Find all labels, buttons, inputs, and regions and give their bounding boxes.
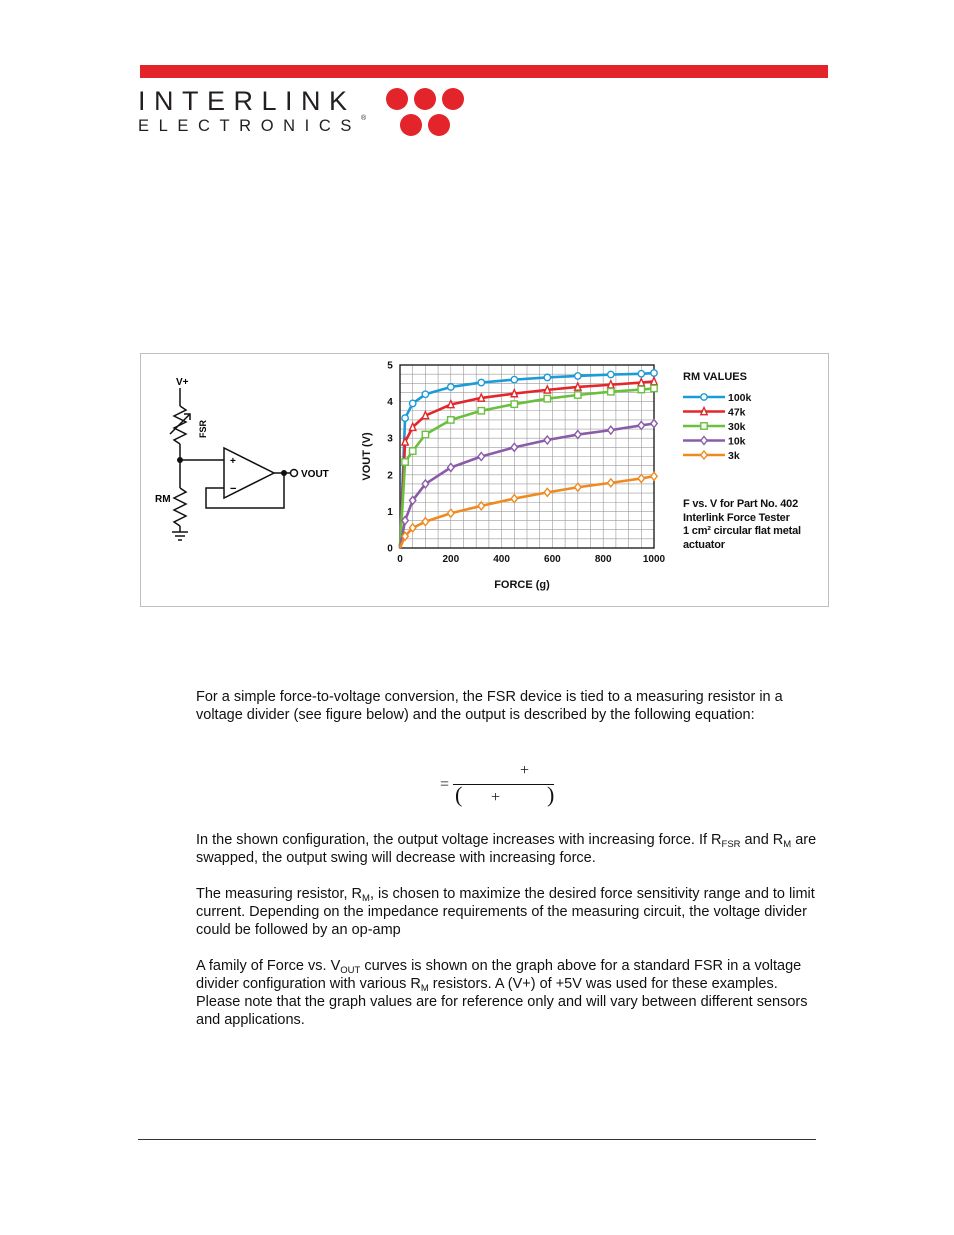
y-tick-label: 3 (387, 433, 393, 445)
legend-label: 10k (728, 435, 746, 448)
data-point-3k (544, 488, 550, 496)
equation-lparen: ( (455, 782, 463, 807)
series-3k (400, 472, 657, 548)
vout-label: VOUT (301, 469, 329, 480)
data-point-30k (638, 386, 644, 392)
y-tick-label: 5 (387, 360, 393, 372)
logo-dot (386, 88, 408, 110)
data-point-100k (410, 400, 416, 406)
data-point-30k (651, 385, 657, 391)
vplus-label: V+ (176, 377, 189, 388)
data-point-3k (478, 502, 484, 510)
series-100k (400, 370, 657, 548)
text-run: In the shown configuration, the output voltage increases with increasing force. If R (196, 832, 722, 848)
legend-label: 100k (728, 392, 752, 404)
data-point-3k (422, 518, 428, 526)
text-run: resistors. A (V+) of +5V was used for these examples. Please note that the graph values are for reference only and will vary between different sensors and applications. (196, 976, 808, 1028)
data-point-100k (638, 371, 644, 377)
voltage-divider-equation (436, 762, 566, 812)
data-point-30k (608, 389, 614, 395)
data-point-47k (651, 377, 657, 384)
data-point-100k (544, 374, 550, 380)
data-point-30k (448, 417, 454, 423)
data-point-100k (402, 415, 408, 421)
equation-rparen: ) (547, 782, 555, 807)
logo-dot (400, 114, 422, 136)
x-axis-label: FORCE (g) (494, 579, 550, 591)
data-point-3k (575, 483, 581, 491)
voltage-divider-circuit (150, 370, 350, 545)
output-terminal (291, 470, 298, 477)
subscript: FSR (721, 839, 741, 850)
chart-caption (683, 498, 801, 552)
caption-line: actuator (683, 538, 725, 551)
force-vs-voltage-chart (355, 355, 680, 600)
data-point-30k (402, 459, 408, 465)
data-point-30k (422, 431, 428, 437)
paragraph-measuring-resistor (196, 885, 821, 939)
data-point-47k (422, 412, 428, 419)
text-run: , is chosen to maximize the desired force sensitivity range and to limit current. Depending on the impedance requirements of the measuring circuit, the voltage divider could be followed by an op-amp (196, 886, 815, 938)
caption-line: 1 cm² circular flat metal (683, 525, 801, 537)
legend-marker (701, 437, 707, 445)
rm-label: RM (155, 494, 171, 505)
logo-wordmark-interlink: INTERLINK (138, 86, 356, 116)
x-tick-label: 1000 (642, 554, 666, 565)
equation-plus-bottom: + (491, 789, 501, 806)
data-point-100k (608, 371, 614, 377)
data-point-3k (511, 495, 517, 503)
data-point-10k (511, 443, 517, 451)
data-point-100k (511, 376, 517, 382)
caption-line: Interlink Force Tester (683, 511, 790, 524)
subscript: M (783, 839, 792, 850)
header-accent-bar (140, 65, 828, 78)
data-point-3k (448, 509, 454, 517)
legend-marker (701, 394, 707, 400)
logo-dot (428, 114, 450, 136)
legend-label: 47k (728, 406, 746, 419)
data-point-3k (638, 474, 644, 482)
junction-dot (177, 457, 183, 463)
y-tick-label: 0 (387, 543, 393, 555)
legend-label: 3k (728, 450, 740, 462)
logo-wordmark-electronics (138, 117, 366, 136)
data-point-30k (410, 448, 416, 454)
paragraph-curve-family (196, 957, 821, 1029)
data-point-100k (575, 373, 581, 379)
data-point-47k (511, 390, 517, 397)
fsr-label: FSR (198, 420, 208, 438)
subscript: M (362, 893, 370, 904)
registered-mark: ® (360, 115, 367, 122)
y-tick-label: 4 (387, 397, 393, 409)
legend-marker (701, 408, 707, 415)
legend-label: 30k (728, 421, 746, 433)
data-point-10k (638, 421, 644, 429)
data-point-30k (478, 408, 484, 414)
legend-title: RM VALUES (683, 371, 747, 383)
data-point-30k (511, 401, 517, 407)
data-point-10k (608, 426, 614, 434)
logo-dot (414, 88, 436, 110)
data-point-100k (448, 384, 454, 390)
data-point-47k (544, 386, 550, 393)
data-point-10k (544, 436, 550, 444)
subscript: OUT (340, 965, 361, 976)
x-tick-label: 600 (544, 554, 561, 565)
equation-plus-top: + (520, 762, 530, 779)
data-point-47k (638, 379, 644, 386)
data-point-10k (575, 431, 581, 439)
data-point-100k (422, 391, 428, 397)
x-tick-label: 800 (594, 554, 612, 565)
paragraph-configuration (196, 831, 821, 867)
data-point-30k (544, 395, 550, 401)
x-tick-label: 0 (397, 554, 403, 565)
footer-rule (138, 1139, 816, 1140)
x-tick-label: 200 (442, 554, 460, 565)
data-point-47k (575, 383, 581, 390)
fraction-bar (453, 784, 554, 785)
data-point-100k (478, 379, 484, 385)
legend-marker (701, 451, 707, 459)
text-run: A family of Force vs. V (196, 958, 341, 974)
text-run: are swapped, the output swing will decrease with increasing force. (196, 832, 817, 866)
legend-marker (701, 423, 707, 429)
data-point-30k (575, 392, 581, 398)
data-point-3k (608, 479, 614, 487)
y-tick-label: 1 (387, 506, 393, 518)
opamp-minus: − (230, 483, 237, 495)
caption-line: F vs. V for Part No. 402 (683, 498, 799, 510)
subscript: M (420, 983, 429, 994)
equation-equals: = (440, 776, 450, 793)
data-point-47k (608, 381, 614, 388)
text-run: curves is shown on the graph above for a standard FSR in a voltage divider configuration with various R (196, 958, 802, 992)
logo-electronics-text: ELECTRONICS (138, 117, 361, 135)
data-point-10k (478, 453, 484, 461)
opamp-plus: + (230, 456, 236, 467)
data-point-100k (651, 370, 657, 376)
logo-dot (442, 88, 464, 110)
logo-dots-icon (386, 88, 466, 138)
text-run: The measuring resistor, R (196, 886, 363, 902)
y-axis-label: VOUT (V) (361, 432, 373, 481)
text-run: and R (740, 832, 784, 848)
paragraph-intro: For a simple force-to-voltage conversion, the FSR device is tied to a measuring resistor in a voltage divider (see figure below) and the output is described by the following equation: (196, 689, 783, 723)
chart-legend (681, 368, 821, 468)
x-tick-label: 400 (493, 554, 510, 565)
data-point-47k (478, 394, 484, 401)
y-tick-label: 2 (387, 470, 393, 482)
data-point-3k (651, 472, 657, 480)
data-point-10k (651, 420, 657, 428)
